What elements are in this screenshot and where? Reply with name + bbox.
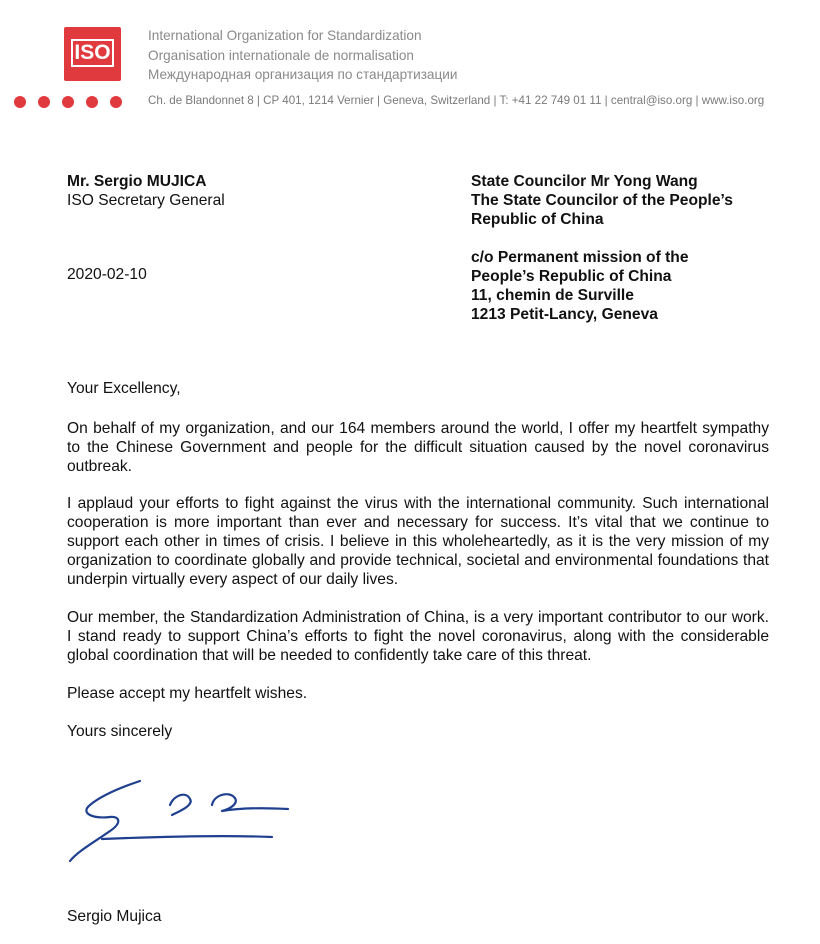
paragraph: I applaud your efforts to fight against the virus with the international community. Such international cooperation is more important than ever and necessary for success. It’s vital that we continue to support each other in times of crisis. I believe in this wholeheartedly, as it is the very mission of my organization to coordinate globally and provide technical, societal and environmental foundations that underpin virtually every aspect of our daily lives.: [67, 495, 769, 588]
recipient-line: c/o Permanent mission of the: [471, 249, 689, 266]
sender-block: [67, 172, 225, 210]
recipient-line: 1213 Petit-Lancy, Geneva: [471, 306, 658, 323]
letterhead: [0, 0, 820, 120]
recipient-line: Republic of China: [471, 211, 604, 228]
recipient-line: The State Councilor of the People’s: [471, 192, 733, 209]
dot-icon: [62, 96, 74, 108]
signature-image: [62, 775, 297, 867]
contact-line: Ch. de Blandonnet 8 | CP 401, 1214 Vernier | Geneva, Switzerland | T: +41 22 749 01 11 | central@iso.org | www.iso.org: [148, 94, 765, 107]
greeting: Your Excellency,: [67, 380, 181, 397]
org-name-english: International Organization for Standardization: [148, 28, 422, 43]
recipient-line: State Councilor Mr Yong Wang: [471, 173, 698, 190]
dot-icon: [38, 96, 50, 108]
paragraph: On behalf of my organization, and our 164 members around the world, I offer my heartfelt sympathy to the Chinese Government and people for the difficult situation caused by the novel coronavirus outbreak.: [67, 420, 769, 475]
recipient-line: People’s Republic of China: [471, 268, 672, 285]
closing-line: Yours sincerely: [67, 723, 173, 740]
decorative-dots: [14, 96, 122, 108]
iso-logo-text: ISO: [71, 39, 114, 67]
recipient-line: 11, chemin de Surville: [471, 287, 634, 304]
dot-icon: [86, 96, 98, 108]
organization-names: [148, 26, 457, 85]
sender-name: Mr. Sergio MUJICA: [67, 173, 207, 190]
signature-name: Sergio Mujica: [67, 908, 162, 925]
recipient-block: [471, 172, 791, 324]
dot-icon: [14, 96, 26, 108]
paragraph: Our member, the Standardization Administration of China, is a very important contributor to our work. I stand ready to support China’s efforts to fight the novel coronavirus, along with the considerable global coordination that will be needed to confidently take care of this threat.: [67, 609, 769, 664]
sender-title: ISO Secretary General: [67, 192, 225, 209]
org-name-french: Organisation internationale de normalisation: [148, 47, 414, 63]
org-name-russian: Международная организация по стандартизации: [148, 67, 458, 82]
wishes-line: Please accept my heartfelt wishes.: [67, 685, 308, 702]
dot-icon: [110, 96, 122, 108]
letter-date: 2020-02-10: [67, 266, 147, 283]
iso-logo: [64, 27, 121, 81]
